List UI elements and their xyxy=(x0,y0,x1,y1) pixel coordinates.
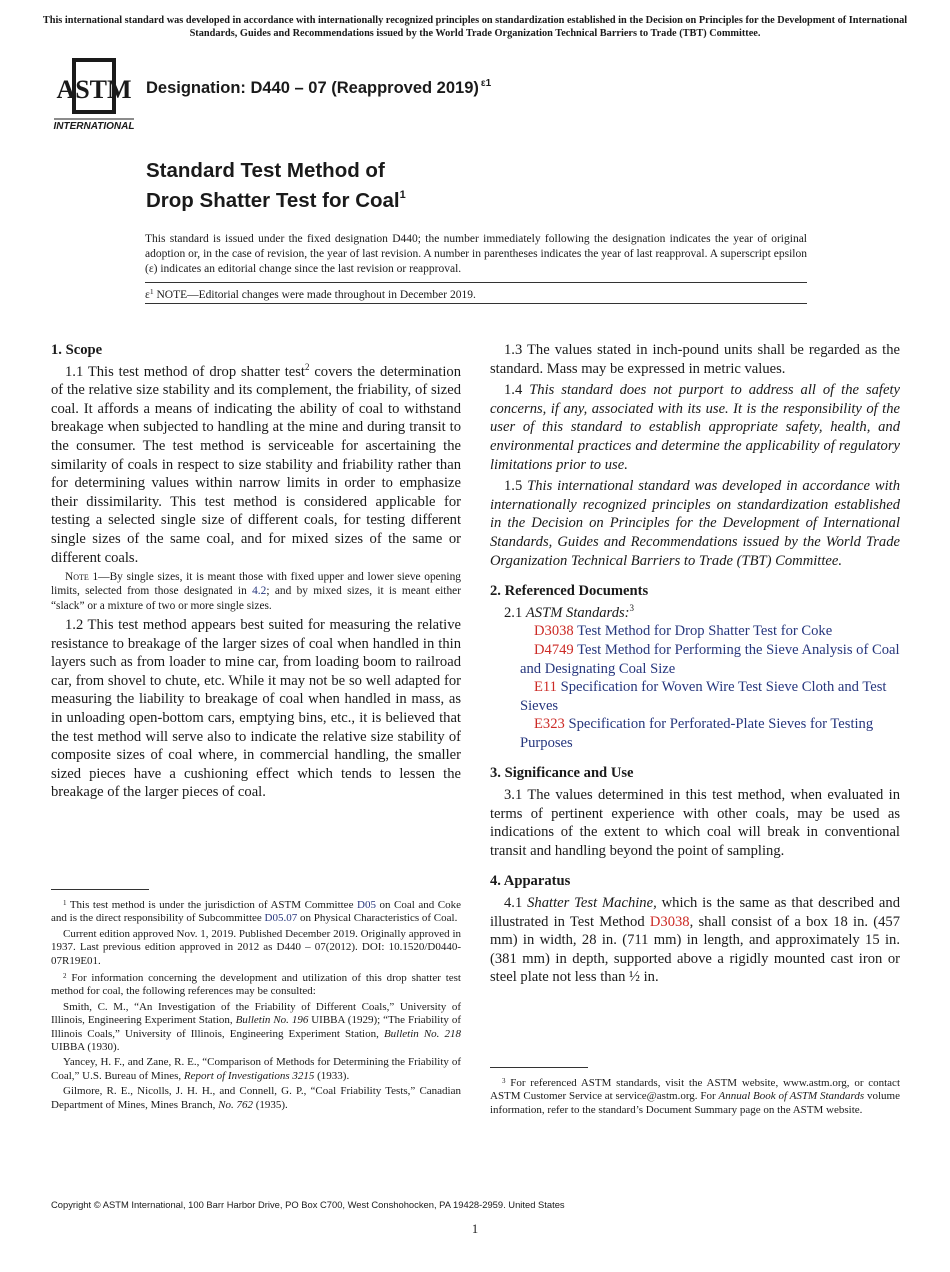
section-1-heading: 1. Scope xyxy=(51,342,103,358)
section-4-heading: 4. Apparatus xyxy=(490,873,571,890)
title-footnote-ref: 1 xyxy=(399,189,406,201)
astm-logo-icon xyxy=(52,56,136,132)
reference-title-link[interactable]: Specification for Woven Wire Test Sieve Cloth and Test Sieves xyxy=(520,679,887,714)
reference-item xyxy=(490,622,900,641)
page-number: 1 xyxy=(471,1222,479,1236)
committee-link-d05[interactable]: D05 xyxy=(357,899,376,911)
footnote-2-reference: Gilmore, R. E., Nicolls, J. H. H., and Connell, G. P., “Coal Friability Tests,” Canadian Department of Mines, Mines Branch, No. 762 (1935). xyxy=(51,1085,461,1111)
footnote-2: $^2$ For information concerning the development and utilization of this drop shatter test method for coal, the following references may be consulted: xyxy=(51,972,461,998)
reference-code-link[interactable]: E11 xyxy=(534,679,557,696)
reference-item xyxy=(490,678,900,715)
footnote-1: $^1$ This test method is under the jurisdiction of ASTM Committee D05 on Coal and Coke and is the direct responsibility of Subcommittee D05.07 on Physical Characteristics of Coal. xyxy=(51,899,461,925)
standard-issue-note: This standard is issued under the fixed designation D440; the number immediately following the designation indicates the year of original adoption or, in the case of revision, the year of last revision. A number in parentheses indicates the year of last reapproval. A superscript epsilon (ε) indicates an editorial change since the last revision or reapproval. xyxy=(145,233,807,275)
paragraph-3-1: 3.1 The values determined in this test method, when evaluated in terms of pertinent experience with other coals, may be used as indications of the extent to which coal will break in conventional transit and handling beyond the point of sampling. xyxy=(490,787,900,859)
logo-international: INTERNATIONAL xyxy=(53,121,135,132)
reference-item xyxy=(490,715,900,752)
astm-logo xyxy=(52,56,136,132)
reference-item xyxy=(490,641,900,678)
reference-title-link[interactable]: Test Method for Drop Shatter Test for Coke xyxy=(573,623,833,640)
paragraph-1-3: 1.3 The values stated in inch-pound units shall be regarded as the standard. Mass may be expressed in metric values. xyxy=(490,342,900,377)
title-line-1: Standard Test Method of xyxy=(146,159,385,182)
left-column xyxy=(51,341,461,802)
footnote-rule-right xyxy=(490,1067,588,1068)
section-3-heading: 3. Significance and Use xyxy=(490,765,634,782)
designation-epsilon: ε1 xyxy=(480,78,492,89)
footnotes-left xyxy=(51,897,461,1112)
title-line-2: Drop Shatter Test for Coal$^1$ xyxy=(146,189,406,212)
subcommittee-link-d05-07[interactable]: D05.07 xyxy=(264,912,298,925)
reference-code-link[interactable]: E323 xyxy=(534,716,565,733)
editorial-note: $\varepsilon^1$ NOTE—Editorial changes were made throughout in December 2019. xyxy=(145,287,476,301)
paragraph-4-1: 4.1 Shatter Test Machine, which is the same as that described and illustrated in Test Method D3038, shall consist of a box 18 in. (457 mm) in width, 28 in. (711 mm) in length, and approximately 15 in. (381 mm) in depth, supported above a rigidly mounted cast iron or steel plate not less than ½ in. xyxy=(490,895,900,986)
header-rule-bottom xyxy=(145,303,807,304)
note-1: Note 1—By single sizes, it is meant those with fixed upper and lower sieve opening limits, selected from those designated in 4.2; and by mixed sizes, it is meant either “slack” or a mixture of two or more single sizes. xyxy=(51,571,461,612)
document-title xyxy=(146,158,406,213)
footnote-2-reference: Smith, C. M., “An Investigation of the Friability of Different Coals,” University of Illinois, Engineering Experiment Station, Bulletin No. 196 UIBBA (1929); “The Friability of Illinois Coals,” University of Illinois, Engineering Experiment Station, Bulletin No. 218 UIBBA (1930). xyxy=(51,1000,461,1054)
right-column xyxy=(490,341,900,987)
paragraph-1-5: 1.5 This international standard was developed in accordance with internationally recognized principles on standardization established in the Decision on Principles for the Development of International Standards, Guides and Recommendations issued by the World Trade Organization Technical Barriers to Trade (TBT) Committee. xyxy=(490,478,901,569)
reference-link-d3038[interactable]: D3038 xyxy=(649,913,690,930)
paragraph-1-4: 1.4 This standard does not purport to address all of the safety concerns, if any, associated with its use. It is the responsibility of the user of this standard to establish appropriate safety, health, and environmental practices and determine the applicability of regulatory limitations prior to use. xyxy=(490,382,900,473)
footnote-2-reference: Yancey, H. F., and Zane, R. E., “Comparison of Methods for Determining the Friability of Coal,” U.S. Bureau of Mines, Report of Investigations 3215 (1933). xyxy=(51,1056,461,1082)
paragraph-1-1: 1.1 This test method of drop shatter test$^2$ covers the determination of the relative size stability and its complement, the friability, of sized coal. It affords a means of indicating the ability of coal to withstand breakage when subjected to handling at the mine and during transit to the consumer. The test method is serviceable for ascertaining the similarity of coals in respect to size stability and friability rather than for determining values within narrow limits in order to emphasize their dissimilarity. This test method is considered applicable for testing a selected single size of different coals, for testing different single sizes of the same coal, and for mixed sizes of the same or different coals. xyxy=(51,361,461,566)
edition-note: Current edition approved Nov. 1, 2019. Published December 2019. Originally approved in 1937. Last previous edition approved in 2012 as D440 – 07(2012). DOI: 10.1520/D0440-07R19E01. xyxy=(51,927,461,967)
paragraph-2-1: 2.1 ASTM Standards:$^3$ xyxy=(504,602,635,621)
footnote-rule-left xyxy=(51,889,149,890)
section-2-heading: 2. Referenced Documents xyxy=(490,583,649,600)
section-link-4-2[interactable]: 4.2 xyxy=(252,585,267,598)
header-rule-top xyxy=(145,282,807,283)
reference-title-link[interactable]: Test Method for Performing the Sieve Analysis of Coal and Designating Coal Size xyxy=(520,641,900,677)
designation: Designation: D440 – 07 (Reapproved 2019) $^{\varepsilon 1}$ xyxy=(146,78,492,97)
standards-notice: This international standard was developed in accordance with internationally recognized principles on standardization established in the Decision on Principles for the Development of International Standards, Guides and Recommendations issued by the World Trade Organization Technical Barriers to Trade (TBT) Committee. xyxy=(42,15,908,39)
footnote-3: $^3$ For referenced ASTM standards, visit the ASTM website, www.astm.org, or contact ASTM Customer Service at service@astm.org. For Annual Book of ASTM Standards volume information, refer to the standard’s Document Summary page on the ASTM website. xyxy=(490,1077,900,1116)
reference-code-link[interactable]: D3038 xyxy=(534,623,574,640)
reference-title-link[interactable]: Specification for Perforated-Plate Sieves for Testing Purposes xyxy=(520,716,874,751)
paragraph-1-2: 1.2 This test method appears best suited for measuring the relative resistance to breakage of the larger sizes of coal when handled in thin layers such as from loader to mine car, from loading boom to railroad car, from shovel to chute, etc. While it may not be so well adapted for measuring the liability to breakage of coal when handled in mass, as in unloading open-bottom cars, emptying bins, etc., it is believed that the test method will serve also to indicate the relative size stability of composite sizes of coal where, in commercial handling, the smaller sized pieces have a cushioning effect which tends to lessen the breakage of the larger pieces of coal. xyxy=(51,617,461,801)
logo-letters: ASTM xyxy=(56,75,132,104)
copyright-line: Copyright © ASTM International, 100 Barr Harbor Drive, PO Box C700, West Conshohocken, PA 19428-2959. United States xyxy=(51,1199,565,1210)
referenced-documents-list xyxy=(490,622,900,752)
footnote-ref-2: 2 xyxy=(304,361,310,372)
reference-code-link[interactable]: D4749 xyxy=(534,641,574,658)
